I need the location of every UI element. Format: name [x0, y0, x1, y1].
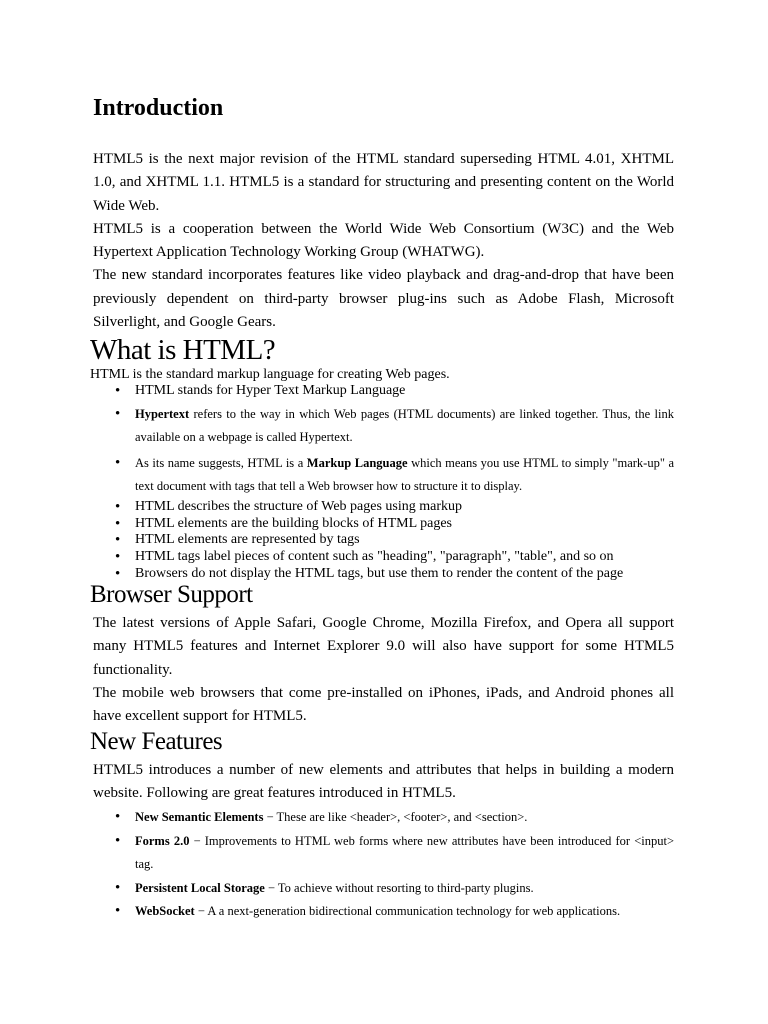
- list-item: • HTML tags label pieces of content such as "heading", "paragraph", "table", and so on: [93, 549, 674, 566]
- browser-support-section: [93, 612, 674, 728]
- intro-paragraph: HTML5 is the next major revision of the HTML standard superseding HTML 4.01, XHTML 1.0, and XHTML 1.1. HTML5 is a standard for structuring and presenting content on the World Wide Web.: [93, 151, 674, 214]
- list-item: • HTML elements are the building blocks of HTML pages: [93, 516, 674, 533]
- browser-support-paragraph: The latest versions of Apple Safari, Google Chrome, Mozilla Firefox, and Opera all support many HTML5 features and Internet Explorer 9.0 will also have support for some HTML5 functionality.: [93, 615, 674, 678]
- what-is-html-heading: What is HTML?: [90, 334, 276, 366]
- intro-paragraph: The new standard incorporates features like video playback and drag-and-drop that have been previously dependent on third-party browser plug-ins such as Adobe Flash, Microsoft Silverlight, and Google Gears.: [93, 267, 674, 331]
- list-item: • Hypertext refers to the way in which Web pages (HTML documents) are linked together. Thus, the link available on a webpage is called Hypertext.: [93, 403, 674, 450]
- list-item: • Persistent Local Storage − To achieve without resorting to third-party plugins.: [93, 877, 674, 901]
- list-item: • As its name suggests, HTML is a Markup Language which means you use HTML to simply "mark-up" a text document with tags that tell a Web browser how to structure it to display.: [93, 452, 674, 499]
- list-item: • HTML describes the structure of Web pages using markup: [93, 499, 674, 516]
- new-features-heading: New Features: [90, 728, 223, 755]
- what-is-html-list: [93, 383, 674, 583]
- list-item: • HTML stands for Hyper Text Markup Language: [93, 383, 674, 400]
- list-item: • Forms 2.0 − Improvements to HTML web forms where new attributes have been introduced for <input> tag.: [93, 830, 674, 877]
- browser-support-heading: Browser Support: [90, 581, 253, 608]
- what-is-html-lead: HTML is the standard markup language for creating Web pages.: [90, 367, 450, 382]
- new-features-paragraph: HTML5 introduces a number of new elements and attributes that helps in building a modern website. Following are great features introduced in HTML5.: [93, 762, 674, 802]
- introduction-section: [93, 148, 674, 334]
- intro-paragraph: HTML5 is a cooperation between the World Wide Web Consortium (W3C) and the Web Hypertext Application Technology Working Group (WHATWG).: [93, 220, 674, 261]
- list-item: • HTML elements are represented by tags: [93, 532, 674, 549]
- list-item: • Browsers do not display the HTML tags, but use them to render the content of the page: [93, 566, 674, 583]
- introduction-heading: Introduction: [93, 95, 224, 121]
- new-features-list: [93, 806, 674, 924]
- list-item: • New Semantic Elements − These are like <header>, <footer>, and <section>.: [93, 806, 674, 830]
- browser-support-paragraph: The mobile web browsers that come pre-installed on iPhones, iPads, and Android phones all have excellent support for HTML5.: [93, 684, 674, 725]
- list-item: • WebSocket − A a next-generation bidirectional communication technology for web applications.: [93, 900, 674, 924]
- new-features-section: [93, 759, 674, 806]
